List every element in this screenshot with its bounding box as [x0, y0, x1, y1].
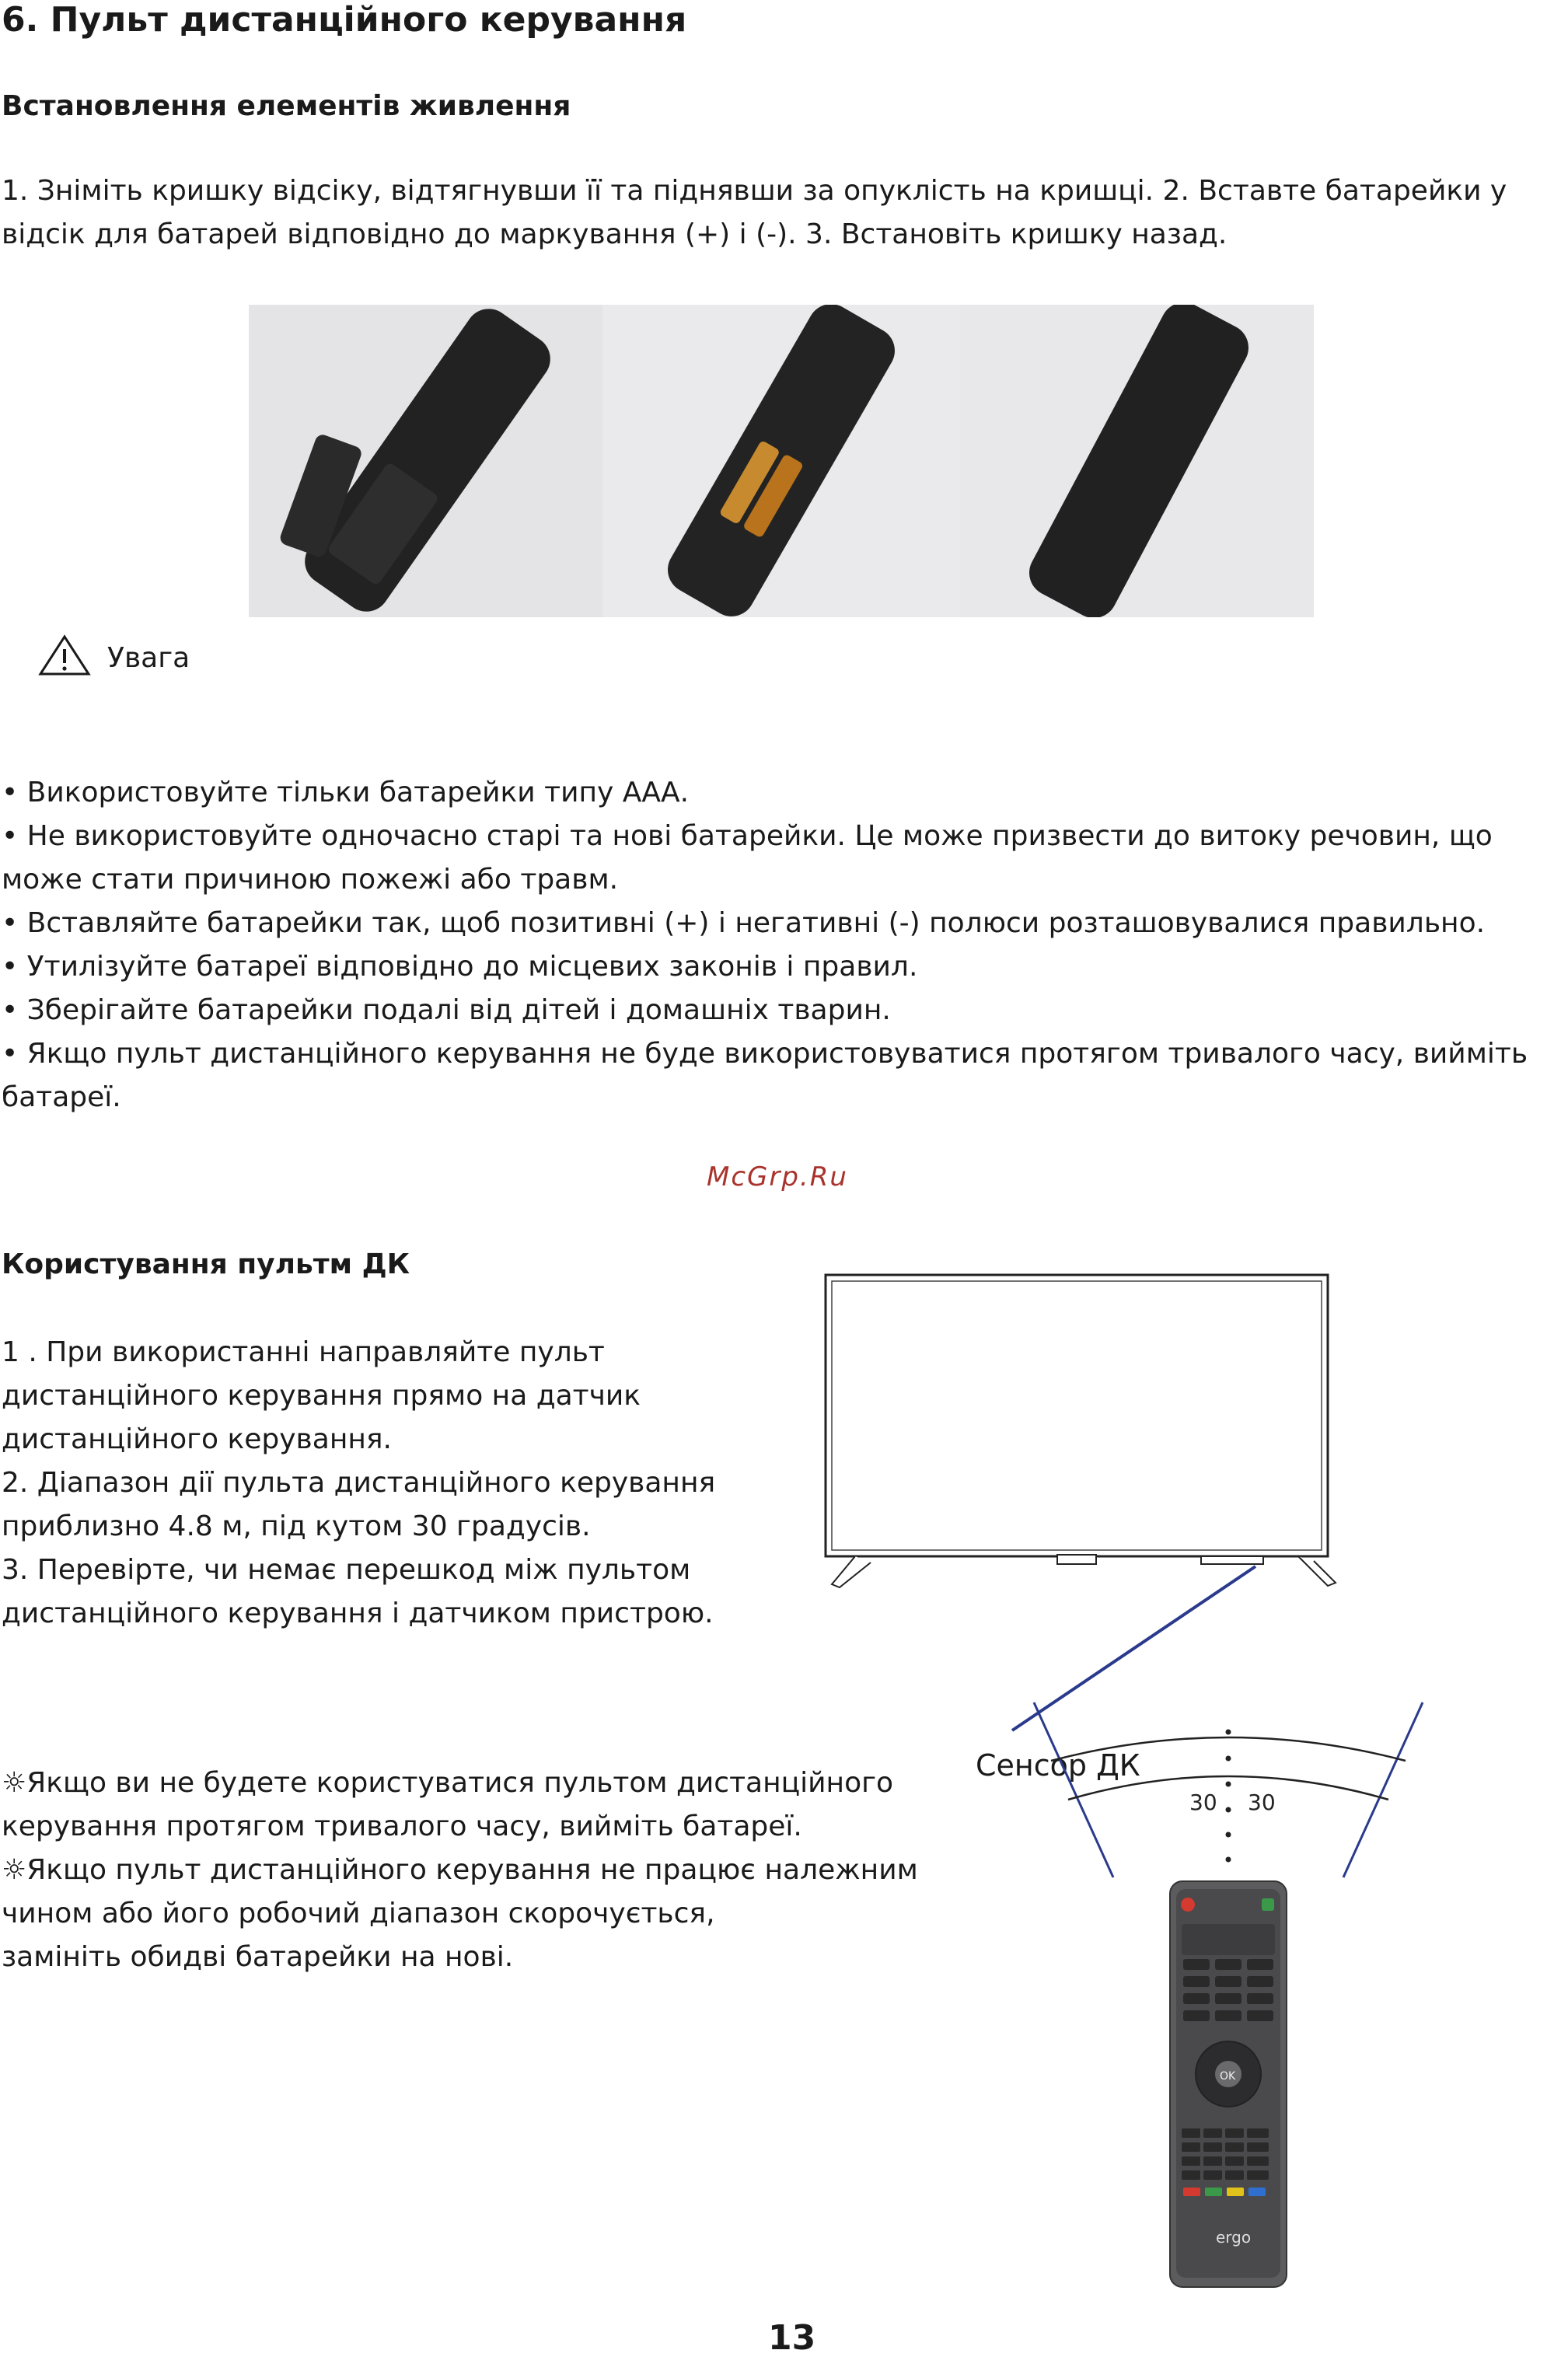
- tips-list: [2, 1762, 918, 1979]
- warning-line: батареї.: [2, 1081, 121, 1113]
- warning-line: • Не використовуйте одночасно старі та нові батарейки. Це може призвести до витоку речовин, що: [2, 820, 1493, 852]
- battery-heading: Встановлення елементів живлення: [2, 90, 571, 122]
- tip-line: керування протягом тривалого часу, вийміть батареї.: [2, 1811, 802, 1842]
- angle-left: 30: [1189, 1790, 1217, 1815]
- warning-list: [2, 771, 1528, 1119]
- usage-line: дистанційного керування.: [2, 1423, 392, 1455]
- usage-line: приблизно 4.8 м, під кутом 30 градусів.: [2, 1510, 591, 1542]
- page-number: 13: [768, 2318, 816, 2358]
- usage-line: 3. Перевірте, чи немає перешкод між пультом: [2, 1554, 691, 1586]
- usage-line: дистанційного керування і датчиком пристрою.: [2, 1598, 714, 1629]
- remote-illustration: [1170, 1881, 1287, 2287]
- watermark: McGrp.Ru: [707, 1161, 848, 1192]
- photo-remote-batteries-inserted: [602, 305, 960, 617]
- warning-line: • Використовуйте тільки батарейки типу ААА.: [2, 777, 690, 808]
- range-cone: [1034, 1702, 1423, 1877]
- usage-heading: Користування пультм ДК: [2, 1248, 410, 1280]
- warning-line: • Вставляйте батарейки так, щоб позитивні (+) і негативні (-) полюси розташовувалися правильно.: [2, 907, 1486, 939]
- tv-illustration: [826, 1275, 1336, 1587]
- battery-line-1: 1. Зніміть кришку відсіку, відтягнувши її та піднявши за опуклість на кришці. 2. Вставте батарейки у: [2, 175, 1507, 207]
- warning-line: може стати причиною пожежі або травм.: [2, 864, 619, 896]
- warning-label: Увага: [107, 642, 190, 674]
- tip-line: чином або його робочий діапазон скорочується,: [2, 1898, 715, 1929]
- remote-range-diagram: [808, 1267, 1555, 2293]
- photo-remote-cover-removed: [249, 305, 602, 617]
- remote-brand: ergo: [1216, 2228, 1252, 2247]
- power-button-icon: [1181, 1898, 1195, 1912]
- usage-list: [2, 1331, 715, 1636]
- usage-line: 1 . При використанні направляйте пульт: [2, 1336, 605, 1368]
- usage-line: 2. Діапазон дії пульта дистанційного керування: [2, 1467, 716, 1499]
- ok-label: OK: [1220, 2070, 1236, 2083]
- sensor-label: Сенсор ДК: [976, 1748, 1140, 1783]
- warning-line: • Якщо пульт дистанційного керування не буде використовуватися протягом тривалого часу, вийміть: [2, 1038, 1528, 1070]
- warning-triangle-icon: [37, 634, 92, 677]
- warning-line: • Зберігайте батарейки подалі від дітей і домашніх тварин.: [2, 994, 891, 1026]
- ir-sensor: [1201, 1556, 1263, 1564]
- tip-line: ☼Якщо пульт дистанційного керування не працює належним: [2, 1854, 918, 1886]
- sensor-pointer-line: [1012, 1566, 1255, 1730]
- tip-line: замініть обидві батарейки на нові.: [2, 1941, 514, 1973]
- photo-remote-cover-closed: [960, 305, 1314, 617]
- usage-line: дистанційного керування прямо на датчик: [2, 1380, 641, 1412]
- angle-right: 30: [1248, 1790, 1276, 1815]
- battery-instructions: [2, 169, 1507, 257]
- battery-line-2: відсік для батарей відповідно до маркування (+) і (-). 3. Встановіть кришку назад.: [2, 218, 1228, 250]
- warning-line: • Утилізуйте батареї відповідно до місцевих законів і правил.: [2, 951, 918, 983]
- section-title: 6. Пульт дистанційного керування: [2, 0, 687, 40]
- tip-line: ☼Якщо ви не будете користуватися пультом дистанційного: [2, 1767, 894, 1799]
